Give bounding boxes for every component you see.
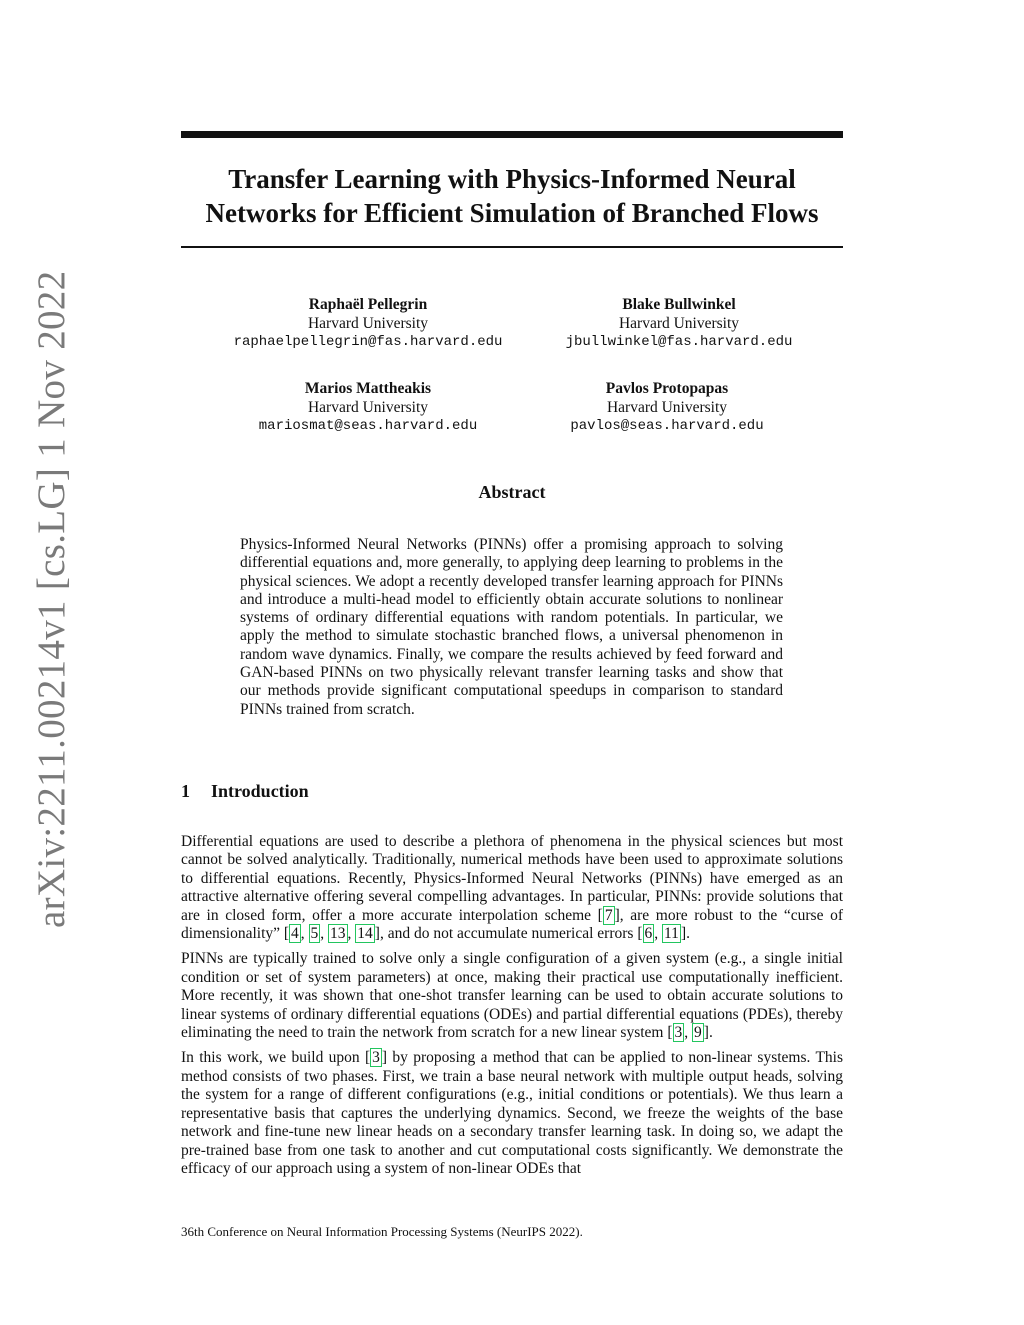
paragraph: PINNs are typically trained to solve only a single configuration of a given system (e.g., a single initial condition or set of system parameters) at once, making their practical use computationally inefficient. More recently, it was shown that one-shot transfer learning can be used to obtain accurate solutions to linear systems of ordinary differential equations (ODEs) and partial differential equations (PDEs), thereby eliminating the need to train the network from scratch for a new linear system [ 3 , 9 ]. <box>181 950 843 1042</box>
author-email[interactable]: jbullwinkel@fas.harvard.edu <box>565 334 793 350</box>
author-email[interactable]: pavlos@seas.harvard.edu <box>570 418 764 434</box>
title-line-2: Networks for Efficient Simulation of Branched Flows <box>205 198 819 228</box>
citation-link[interactable]: 11 <box>664 925 679 943</box>
citation-link[interactable]: 7 <box>604 906 613 924</box>
paragraph <box>181 1049 843 1178</box>
author-name: Marios Mattheakis <box>304 380 432 397</box>
text-run: PINNs are typically trained to solve only a single configuration of a given system (e.g., a single initial condition or set of system parameters) at once, making their practical use computationally inefficient. More recently, it was shown that one-shot transfer learning can be used to obtain accurate solutions to linear systems of ordinary differential equations (ODEs) and partial differential equations (PDEs), thereby eliminating the need to train the network from scratch for a new linear system [ <box>181 950 843 1042</box>
citation-link[interactable]: 14 <box>357 925 373 943</box>
text-run: Differential equations are used to describe a plethora of phenomena in the physical sciences but most cannot be solved analytically. Traditionally, numerical methods have been used to approximate solutions to differential equations. Recently, Physics-Informed Neural Networks (PINNs) have emerged as an attractive alternative offering several compelling advantages. In particular, PINNs: provide solutions that are in closed form, offer a more accurate interpolation scheme [ <box>181 833 843 924</box>
citation-link[interactable]: 3 <box>674 1024 683 1042</box>
title-rule-top <box>181 131 843 138</box>
citation-link[interactable]: 9 <box>694 1024 702 1042</box>
author-block <box>203 296 533 352</box>
author-name: Pavlos Protopapas <box>605 380 729 397</box>
citation-link[interactable]: 4 <box>291 925 299 943</box>
text-run: ], and do not accumulate numerical errors [ <box>374 925 643 943</box>
abstract-text: Physics-Informed Neural Networks (PINNs) offer a promising approach to solving differential equations and, more generally, to applying deep learning to problems in the physical sciences. We adopt a recently developed transfer learning approach for PINNs and introduce a multi-head model to efficiently obtain accurate solutions to nonlinear systems of ordinary differential equations with random potentials. In particular, we apply the method to simulate stochastic branched flows, a universal phenomenon in random wave dynamics. Finally, we compare the results achieved by feed forward and GAN-based PINNs on two physically relevant transfer learning tasks and show that our methods provide significant computational speedups in comparison to standard PINNs trained from scratch. <box>240 536 783 718</box>
author-block <box>514 296 844 352</box>
author-affiliation: Harvard University <box>307 398 429 416</box>
author-email[interactable]: raphaelpellegrin@fas.harvard.edu <box>233 334 503 350</box>
section-title: Introduction <box>211 781 309 801</box>
arxiv-stamp: arXiv:2211.00214v1 [cs.LG] 1 Nov 2022 <box>30 270 73 928</box>
text-run: ] by proposing a method that can be applied to non-linear systems. This method consists of two phases. First, we train a base neural network with multiple output heads, solving the system for a range of different configurations (e.g., initial conditions or potentials). We thus learn a representative basis that captures the underlying dynamics. Second, we freeze the weights of the base network and fine-tune new linear heads on a secondary transfer learning task. In doing so, we adapt the pre-trained base from one task to another and cut computational costs significantly. We demonstrate the efficacy of our approach using a system of non-linear ODEs that <box>181 1049 844 1177</box>
conference-footnote: 36th Conference on Neural Information Processing Systems (NeurIPS 2022). <box>181 1224 583 1239</box>
citation-link[interactable]: 6 <box>644 925 653 943</box>
author-block <box>502 380 832 436</box>
text-run: In this work, we build upon [ <box>181 1049 371 1067</box>
text-run: ], are more robust to the “curse of dimensionality” [ <box>181 906 843 943</box>
abstract-heading: Abstract <box>478 482 546 502</box>
author-name: Raphaël Pellegrin <box>308 296 428 313</box>
section-number: 1 <box>181 781 190 801</box>
author-affiliation: Harvard University <box>618 314 740 332</box>
citation-link[interactable]: 13 <box>330 925 346 943</box>
citation-link[interactable]: 5 <box>310 925 319 943</box>
text-run: ]. <box>703 1024 713 1042</box>
author-email[interactable]: mariosmat@seas.harvard.edu <box>258 418 478 434</box>
author-block <box>203 380 533 436</box>
citation-link[interactable]: 3 <box>372 1049 380 1067</box>
author-name: Blake Bullwinkel <box>622 296 736 313</box>
paper-title <box>181 162 843 230</box>
paragraph: Differential equations are used to describe a plethora of phenomena in the physical sciences but most cannot be solved analytically. Traditionally, numerical methods have been used to approximate solutions to differential equations. Recently, Physics-Informed Neural Networks (PINNs) have emerged as an attractive alternative offering several compelling advantages. In particular, PINNs: provide solutions that are in closed form, offer a more accurate interpolation scheme [ 7 ], are more robust to the “curse of dimensionality” [ 4 , 5 , 13 , 14 ], and do not accumulate numerical errors [ 6 , 11 ]. <box>181 833 843 943</box>
author-affiliation: Harvard University <box>307 314 429 332</box>
section-heading <box>181 781 309 802</box>
title-line-1: Transfer Learning with Physics-Informed Neural <box>228 164 796 194</box>
title-rule-bottom <box>181 246 843 248</box>
text-run: ]. <box>680 925 690 943</box>
introduction-body <box>181 833 843 1185</box>
author-affiliation: Harvard University <box>606 398 728 416</box>
